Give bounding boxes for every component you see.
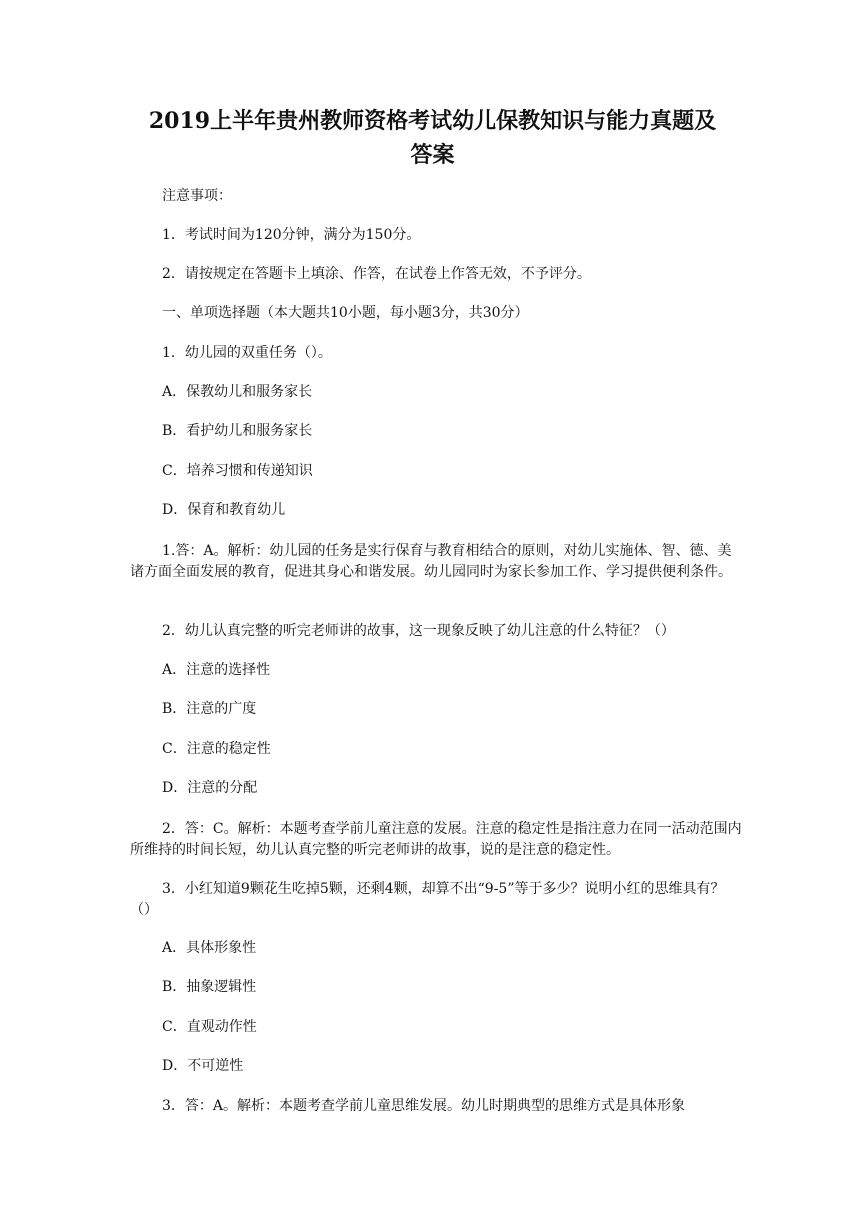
question-3-option-a: A．具体形象性 (162, 940, 257, 956)
notice-item-2: 2．请按规定在答题卡上填涂、作答，在试卷上作答无效，不予评分。 (162, 266, 591, 282)
question-2-answer: 2．答：C。解析：本题考查学前儿童注意的发展。注意的稳定性是指注意力在同一活动范围内所维持的时间长短，幼儿认真完整的听完老师讲的故事，说的是注意的稳定性。 (130, 821, 742, 858)
question-1-answer: 1.答：A。解析：幼儿园的任务是实行保育与教育相结合的原则，对幼儿实施体、智、德、美诸方面全面发展的教育，促进其身心和谐发展。幼儿园同时为家长参加工作、学习提供便利条件。 (130, 543, 732, 580)
question-1-stem: 1．幼儿园的双重任务（）。 (162, 345, 332, 361)
question-3-option-d: D．不可逆性 (162, 1058, 244, 1074)
question-1-option-c: C．培养习惯和传递知识 (162, 463, 313, 479)
document-title-line-2: 答案 (410, 142, 455, 168)
question-3-answer: 3．答：A。解析：本题考查学前儿童思维发展。幼儿时期典型的思维方式是具体形象 (162, 1098, 686, 1114)
question-2-option-b: B．注意的广度 (162, 701, 257, 717)
question-2-option-d: D．注意的分配 (162, 780, 258, 796)
question-1-option-a: A．保教幼儿和服务家长 (162, 384, 313, 400)
question-2-stem: 2．幼儿认真完整的听完老师讲的故事，这一现象反映了幼儿注意的什么特征？（） (162, 623, 675, 639)
question-2-option-c: C．注意的稳定性 (162, 741, 271, 757)
question-2-option-a: A．注意的选择性 (162, 662, 271, 678)
question-1-option-d: D．保育和教育幼儿 (162, 502, 286, 518)
notice-item-1: 1．考试时间为120分钟，满分为150分。 (162, 227, 421, 243)
question-1-option-b: B．看护幼儿和服务家长 (162, 423, 313, 439)
question-3-option-b: B．抽象逻辑性 (162, 979, 257, 995)
question-3-option-c: C．直观动作性 (162, 1019, 257, 1035)
question-3-stem: 3．小红知道9颗花生吃掉5颗，还剩4颗，却算不出“9-5”等于多少？说明小红的思维具有？（） (130, 881, 725, 918)
notice-heading: 注意事项： (162, 188, 232, 204)
section-heading: 一、单项选择题（本大题共10小题，每小题3分，共30分） (162, 305, 529, 321)
document-title-line-1: 2019上半年贵州教师资格考试幼儿保教知识与能力真题及 (148, 108, 717, 134)
